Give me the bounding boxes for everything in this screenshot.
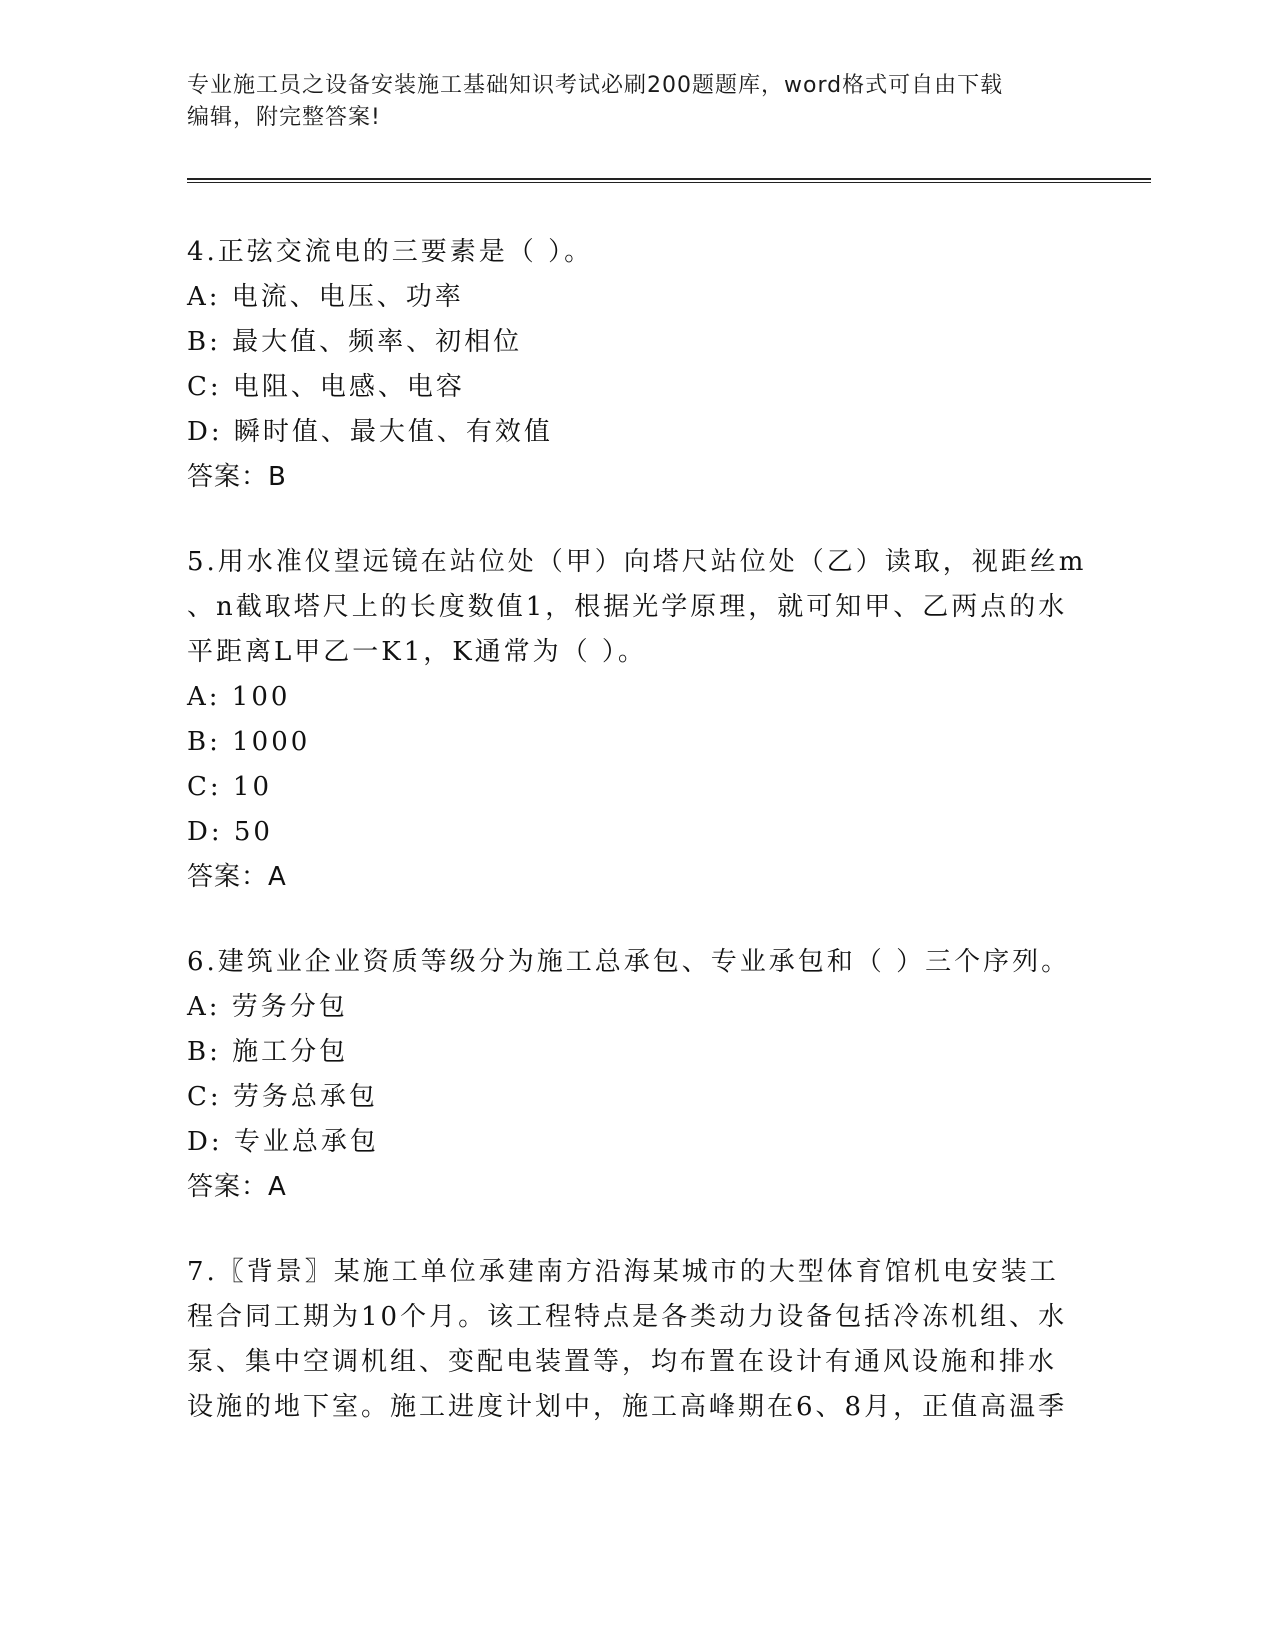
option-a: A: 劳务分包: [187, 992, 348, 1022]
option-b: B: 最大值、频率、初相位: [187, 327, 523, 357]
option-c: C: 10: [187, 772, 273, 802]
option-a: A: 100: [187, 682, 291, 712]
question-stem-line-1: 7.〖背景〗某施工单位承建南方沿海某城市的大型体育馆机电安装工: [187, 1257, 1059, 1287]
option-b: B: 施工分包: [187, 1037, 349, 1067]
option-c: C: 劳务总承包: [187, 1082, 378, 1112]
header-title-line-1: 专业施工员之设备安装施工基础知识考试必刷200题题库，word格式可自由下载: [187, 73, 1004, 98]
option-c: C: 电阻、电感、电容: [187, 372, 465, 402]
header-divider: [187, 178, 1151, 183]
page-header: [187, 70, 1067, 134]
question-stem-line-2: 程合同工期为10个月。该工程特点是各类动力设备包括冷冻机组、水: [187, 1302, 1068, 1332]
option-d: D: 50: [187, 817, 273, 847]
answer-label: 答案：A: [187, 862, 287, 892]
question-stem-line-3: 泵、集中空调机组、变配电装置等，均布置在设计有通风设施和排水: [187, 1347, 1058, 1377]
answer-label: 答案：A: [187, 1172, 287, 1202]
header-title-line-2: 编辑，附完整答案!: [187, 105, 381, 130]
question-4: [187, 230, 1087, 500]
question-stem-line-2: 、n截取塔尺上的长度数值1，根据光学原理，就可知甲、乙两点的水: [187, 592, 1068, 622]
answer-label: 答案：B: [187, 462, 287, 492]
option-a: A: 电流、电压、功率: [187, 282, 464, 312]
option-d: D: 瞬时值、最大值、有效值: [187, 417, 553, 447]
question-7: [187, 1250, 1087, 1430]
question-stem-line-1: 5.用水准仪望远镜在站位处（甲）向塔尺站位处（乙）读取，视距丝m: [187, 547, 1087, 577]
question-5: [187, 540, 1087, 900]
question-6: [187, 940, 1087, 1210]
option-b: B: 1000: [187, 727, 311, 757]
question-stem: 6.建筑业企业资质等级分为施工总承包、专业承包和（ ）三个序列。: [187, 947, 1071, 977]
option-d: D: 专业总承包: [187, 1127, 379, 1157]
question-stem-line-4: 设施的地下室。施工进度计划中，施工高峰期在6、8月，正值高温季: [187, 1392, 1068, 1422]
question-stem-line-3: 平距离L甲乙一K1，K通常为（ ）。: [187, 637, 647, 667]
question-list: [187, 230, 1087, 1470]
question-stem: 4.正弦交流电的三要素是（ ）。: [187, 237, 594, 267]
